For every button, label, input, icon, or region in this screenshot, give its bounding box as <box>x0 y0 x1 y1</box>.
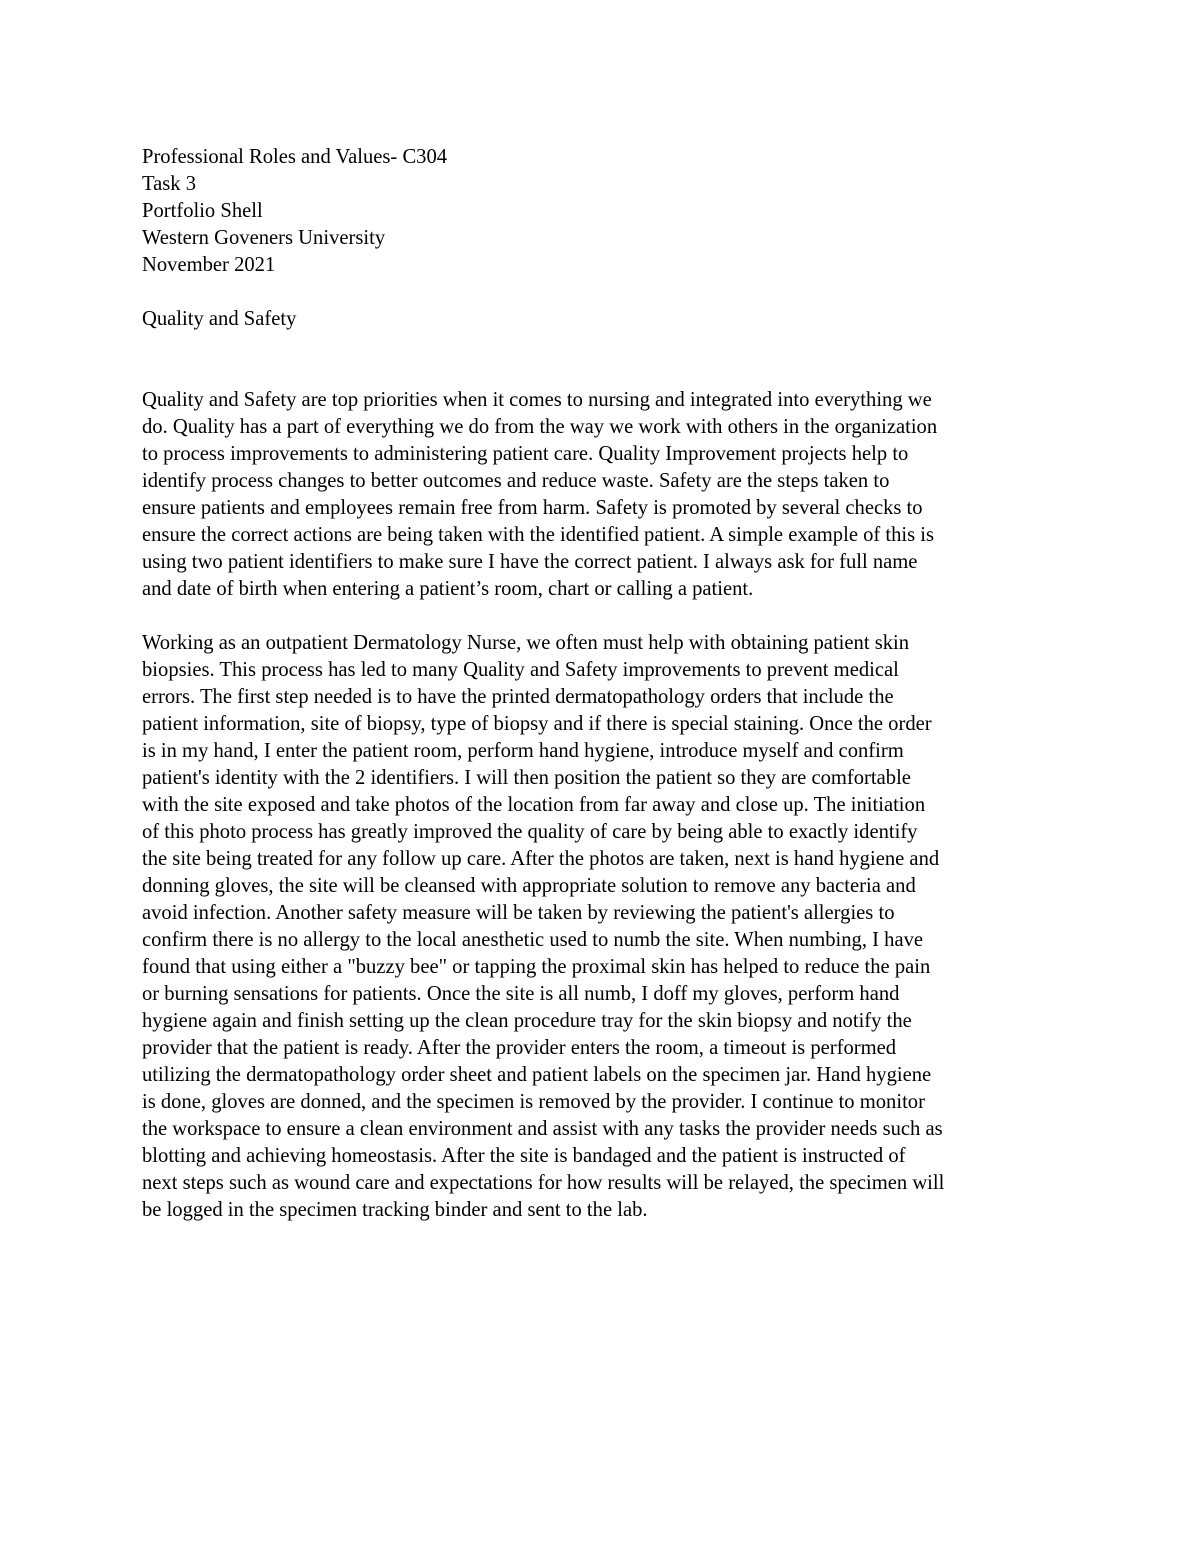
text-line: avoid infection. Another safety measure will be taken by reviewing the patient's allergies to <box>142 902 895 924</box>
text-line: donning gloves, the site will be cleansed with appropriate solution to remove any bacteria and <box>142 875 916 897</box>
assignment-title: Portfolio Shell <box>142 200 263 222</box>
text-line: the workspace to ensure a clean environment and assist with any tasks the provider needs such as <box>142 1118 943 1140</box>
spacer <box>142 603 1062 630</box>
document-date: November 2021 <box>142 254 276 276</box>
text-line: hygiene again and finish setting up the clean procedure tray for the skin biopsy and notify the <box>142 1010 912 1032</box>
text-line: biopsies. This process has led to many Quality and Safety improvements to prevent medical <box>142 659 899 681</box>
text-line: utilizing the dermatopathology order sheet and patient labels on the specimen jar. Hand hygiene <box>142 1064 932 1086</box>
text-line: with the site exposed and take photos of the location from far away and close up. The initiation <box>142 794 926 816</box>
spacer <box>142 333 1062 387</box>
task-label: Task 3 <box>142 173 197 195</box>
text-line: is in my hand, I enter the patient room, perform hand hygiene, introduce myself and confirm <box>142 740 904 762</box>
text-line: of this photo process has greatly improved the quality of care by being able to exactly identify <box>142 821 918 843</box>
text-line: to process improvements to administering patient care. Quality Improvement projects help to <box>142 443 909 465</box>
course-title: Professional Roles and Values- C304 <box>142 146 448 168</box>
text-line: ensure the correct actions are being taken with the identified patient. A simple example of this is <box>142 524 935 546</box>
text-line: is done, gloves are donned, and the specimen is removed by the provider. I continue to monitor <box>142 1091 925 1113</box>
text-line: Working as an outpatient Dermatology Nurse, we often must help with obtaining patient skin <box>142 632 910 654</box>
text-line: and date of birth when entering a patient’s room, chart or calling a patient. <box>142 578 754 600</box>
text-line: errors. The first step needed is to have the printed dermatopathology orders that include the <box>142 686 894 708</box>
text-line: patient's identity with the 2 identifiers. I will then position the patient so they are comfortable <box>142 767 911 789</box>
text-line: provider that the patient is ready. After the provider enters the room, a timeout is performed <box>142 1037 897 1059</box>
paragraph-quality-safety <box>142 387 1062 603</box>
text-line: found that using either a "buzzy bee" or tapping the proximal skin has helped to reduce the pain <box>142 956 931 978</box>
document-header <box>142 144 1062 279</box>
text-line: confirm there is no allergy to the local anesthetic used to numb the site. When numbing, I have <box>142 929 924 951</box>
spacer <box>142 279 1062 306</box>
text-line: using two patient identifiers to make sure I have the correct patient. I always ask for full name <box>142 551 918 573</box>
text-line: ensure patients and employees remain free from harm. Safety is promoted by several checks to <box>142 497 923 519</box>
text-line: be logged in the specimen tracking binder and sent to the lab. <box>142 1199 648 1221</box>
text-line: do. Quality has a part of everything we do from the way we work with others in the organization <box>142 416 938 438</box>
text-line: next steps such as wound care and expectations for how results will be relayed, the specimen will <box>142 1172 945 1194</box>
text-line: patient information, site of biopsy, type of biopsy and if there is special staining. Once the order <box>142 713 932 735</box>
text-line: blotting and achieving homeostasis. After the site is bandaged and the patient is instructed of <box>142 1145 906 1167</box>
text-line: or burning sensations for patients. Once the site is all numb, I doff my gloves, perform hand <box>142 983 900 1005</box>
text-line: the site being treated for any follow up care. After the photos are taken, next is hand hygiene and <box>142 848 940 870</box>
paragraph-biopsy-process <box>142 630 1062 1224</box>
section-heading: Quality and Safety <box>142 308 297 330</box>
text-line: Quality and Safety are top priorities when it comes to nursing and integrated into everything we <box>142 389 932 411</box>
text-line: identify process changes to better outcomes and reduce waste. Safety are the steps taken to <box>142 470 890 492</box>
institution-name: Western Goveners University <box>142 227 386 249</box>
document-body <box>142 144 1062 1224</box>
